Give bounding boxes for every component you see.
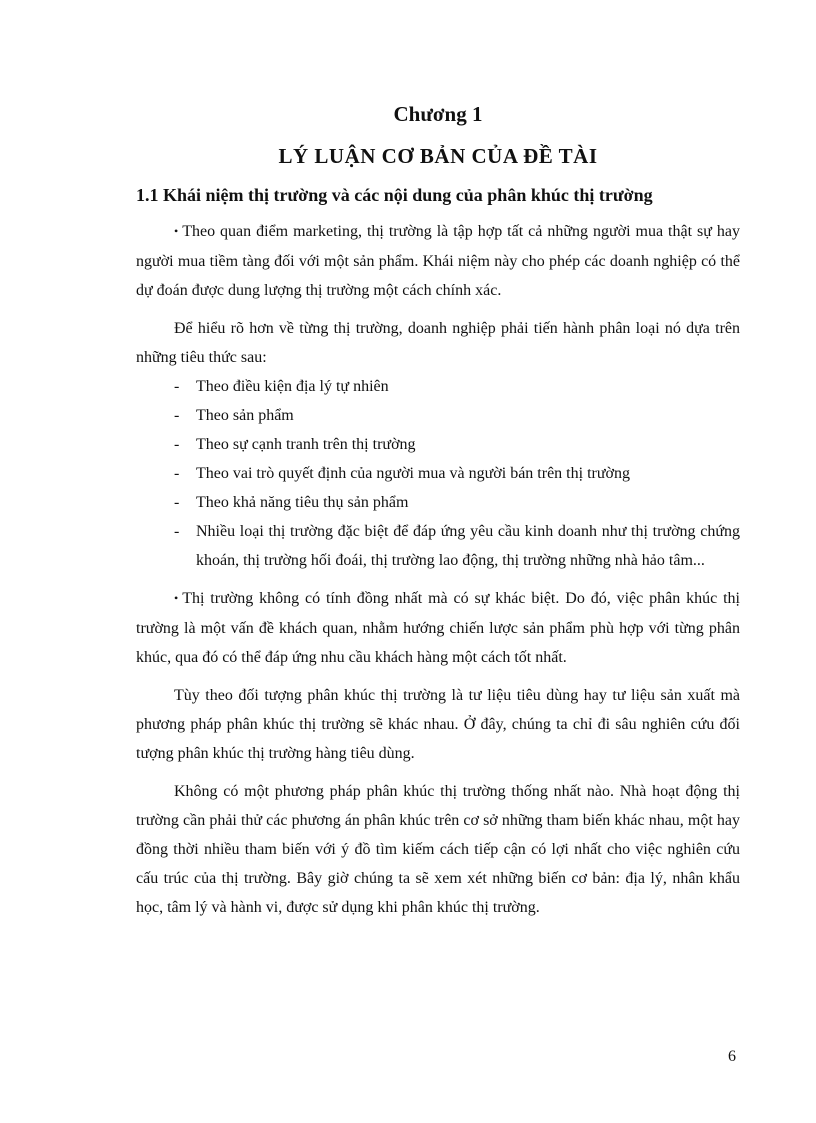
paragraph-market-definition [136,217,740,305]
paragraph-segmentation-methods: Không có một phương pháp phân khúc thị trường thống nhất nào. Nhà hoạt động thị trường cần phải thử các phương án phân khúc trên cơ sở những tham biến khác nhau, một hay đồng thời nhiều tham biến với ý đồ tìm kiếm cách tiếp cận có lợi nhất cho việc nghiên cứu cấu trúc của thị trường. Bây giờ chúng ta sẽ xem xét những biến cơ bản: địa lý, nhân khẩu học, tâm lý và hành vi, được sử dụng khi phân khúc thị trường. [136,783,740,916]
section-heading: 1.1 Khái niệm thị trường và các nội dung của phân khúc thị trường [136,185,653,205]
chapter-label: Chương 1 [393,102,483,126]
dash-icon: - [174,465,180,482]
paragraph-text: Theo quan điểm marketing, thị trường là tập hợp tất cả những người mua thật sự hay người mua tiềm tàng đối với một sản phẩm. Khái niệm này cho phép các doanh nghiệp có thể dự đoán được dung lượng thị trường một cách chính xác. [136,223,740,299]
bullet-icon: • [174,224,179,238]
list-item: - Theo điều kiện địa lý tự nhiên [136,372,740,401]
dash-icon: - [174,378,180,395]
chapter-title: LÝ LUẬN CƠ BẢN CỦA ĐỀ TÀI [278,144,598,168]
list-item: - Theo sự cạnh tranh trên thị trường [136,430,740,459]
classification-list [136,372,740,575]
dash-icon: - [174,523,180,540]
list-item: - Theo khả năng tiêu thụ sản phẩm [136,488,740,517]
page-number: 6 [728,1048,736,1065]
bullet-icon: • [174,591,179,605]
paragraph-classification-intro: Để hiểu rõ hơn về từng thị trường, doanh nghiệp phải tiến hành phân loại nó dựa trên những tiêu thức sau: [136,320,740,366]
dash-icon: - [174,436,180,453]
list-item: - Theo sản phẩm [136,401,740,430]
paragraph-text: Thị trường không có tính đồng nhất mà có sự khác biệt. Do đó, việc phân khúc thị trường là một vấn đề khách quan, nhằm hướng chiến lược sản phẩm phù hợp với từng phân khúc, qua đó có thể đáp ứng nhu cầu khách hàng một cách tốt nhất. [136,590,740,666]
dash-icon: - [174,407,180,424]
paragraph-consumer-goods: Tùy theo đối tượng phân khúc thị trường là tư liệu tiêu dùng hay tư liệu sản xuất mà phương pháp phân khúc thị trường sẽ khác nhau. Ở đây, chúng ta chỉ đi sâu nghiên cứu đối tượng phân khúc thị trường hàng tiêu dùng. [136,687,740,762]
document-page [136,100,740,922]
dash-icon: - [174,494,180,511]
list-item: - Theo vai trò quyết định của người mua và người bán trên thị trường [136,459,740,488]
list-item: - Nhiều loại thị trường đặc biệt để đáp ứng yêu cầu kinh doanh như thị trường chứng khoán, thị trường hối đoái, thị trường lao động, thị trường những nhà hảo tâm... [136,517,740,575]
paragraph-segmentation-rationale [136,584,740,672]
